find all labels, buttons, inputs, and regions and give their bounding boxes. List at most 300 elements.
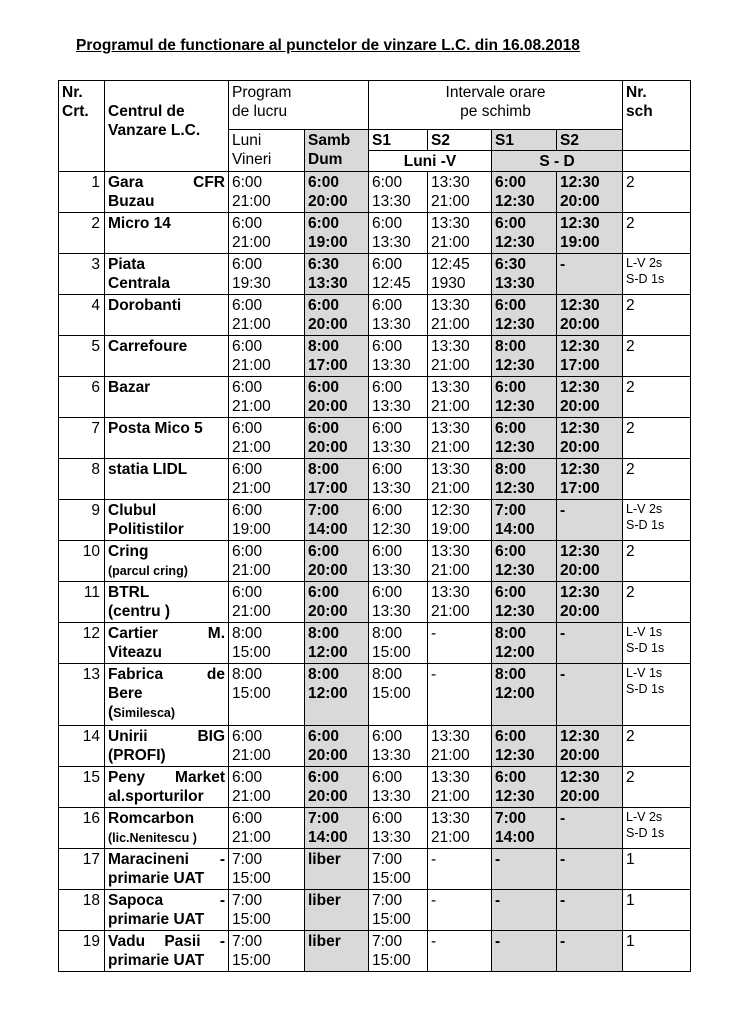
weekday-shift-1 (369, 295, 428, 336)
header-luni-vineri: Luni Vineri (229, 130, 305, 172)
name-line-2: primarie UAT (108, 952, 205, 969)
cell-line: 8:00 (308, 666, 340, 683)
cell-line: - (560, 666, 566, 683)
cell-line: 6:00 (232, 728, 263, 745)
name-word: - (219, 933, 225, 950)
shift-count (623, 459, 691, 500)
weekend-shift-1 (492, 172, 557, 213)
cell-line: 6:00 (495, 297, 527, 314)
name-line-1 (108, 214, 225, 233)
cell-line: 13:30 (431, 810, 470, 827)
name-word: Gara (108, 174, 144, 191)
weekend-shift-1 (492, 726, 557, 767)
weekday-shift-1 (369, 541, 428, 582)
shift-count (623, 213, 691, 254)
cell-line: 6:00 (232, 215, 263, 232)
weekday-hours (229, 664, 305, 726)
cell-line: 13:30 (372, 480, 411, 497)
cell-line: 6:00 (232, 502, 263, 519)
shift-count (623, 500, 691, 541)
name-word: Clubul (108, 502, 157, 519)
weekday-shift-2 (428, 295, 492, 336)
weekend-shift-1 (492, 623, 557, 664)
cell-line: 13:30 (431, 215, 470, 232)
weekend-shift-2 (557, 418, 623, 459)
cell-line: 2 (626, 215, 635, 232)
table-row (59, 767, 691, 808)
name-sub: (parcul cring) (108, 564, 188, 578)
weekday-shift-2 (428, 623, 492, 664)
weekend-shift-2 (557, 172, 623, 213)
weekday-hours (229, 767, 305, 808)
cell-line: 8:00 (495, 338, 527, 355)
cell-line: 2 (626, 420, 635, 437)
weekday-shift-2 (428, 459, 492, 500)
weekday-shift-1 (369, 500, 428, 541)
row-number: 15 (59, 767, 105, 808)
cell-line: 15:00 (232, 685, 271, 702)
row-number: 6 (59, 377, 105, 418)
weekday-hours (229, 377, 305, 418)
sales-point-name (105, 418, 229, 459)
cell-line: 21:00 (431, 234, 470, 251)
cell-line: 20:00 (560, 747, 600, 764)
header-samb-dum: Samb Dum (305, 130, 369, 172)
cell-line: 7:00 (232, 933, 263, 950)
shift-count (623, 295, 691, 336)
cell-line: - (495, 892, 501, 909)
cell-line: 21:00 (232, 829, 271, 846)
cell-line: 7:00 (372, 933, 403, 950)
cell-line: 19:30 (232, 275, 271, 292)
cell-line: - (560, 625, 566, 642)
cell-line: 8:00 (372, 666, 403, 683)
name-word: CFR (193, 174, 225, 191)
table-row (59, 377, 691, 418)
cell-line: 12:30 (495, 316, 535, 333)
cell-line: 13:30 (431, 728, 470, 745)
cell-line: 15:00 (372, 644, 411, 661)
shift-count (623, 767, 691, 808)
cell-line: 13:30 (431, 584, 470, 601)
name-word: BTRL (108, 584, 150, 601)
weekend-shift-1 (492, 213, 557, 254)
weekend-shift-2 (557, 377, 623, 418)
cell-line: 13:30 (372, 603, 411, 620)
sales-point-name (105, 172, 229, 213)
cell-line: 21:00 (431, 788, 470, 805)
cell-line: 15:00 (232, 870, 271, 887)
weekday-shift-1 (369, 172, 428, 213)
name-word: Piata (108, 256, 146, 273)
cell-line: 21:00 (431, 480, 470, 497)
weekend-shift-2 (557, 582, 623, 623)
weekday-hours (229, 500, 305, 541)
weekday-hours (229, 582, 305, 623)
table-row (59, 623, 691, 664)
weekend-shift-2 (557, 336, 623, 377)
weekend-shift-2 (557, 459, 623, 500)
name-line-2: al.sporturilor (108, 788, 204, 805)
cell-line: 21:00 (431, 829, 470, 846)
row-number: 9 (59, 500, 105, 541)
cell-line: 20:00 (308, 439, 348, 456)
weekend-hours (305, 890, 369, 931)
name-line-1 (108, 337, 225, 356)
cell-line: 7:00 (495, 502, 527, 519)
cell-line: 13:30 (495, 275, 535, 292)
cell-line: 2 (626, 543, 635, 560)
weekday-shift-1 (369, 213, 428, 254)
cell-line: 12:30 (495, 357, 535, 374)
weekend-shift-1 (492, 808, 557, 849)
cell-line: 6:00 (495, 379, 527, 396)
cell-line: 15:00 (372, 685, 411, 702)
cell-line: 13:30 (372, 829, 411, 846)
sales-point-name (105, 808, 229, 849)
name-word: Vadu (108, 933, 146, 950)
cell-line: 12:30 (495, 193, 535, 210)
name-line-1 (108, 460, 225, 479)
header-s2: S2 (428, 130, 492, 151)
cell-line: 8:00 (232, 666, 263, 683)
shift-count (623, 726, 691, 767)
row-number: 4 (59, 295, 105, 336)
weekday-shift-1 (369, 890, 428, 931)
cell-line: 12:30 (560, 543, 600, 560)
cell-line: - (431, 933, 437, 950)
weekend-shift-2 (557, 808, 623, 849)
cell-line: liber (308, 851, 341, 868)
weekday-shift-2 (428, 500, 492, 541)
cell-line: 19:00 (560, 234, 600, 251)
name-word: Peny (108, 769, 146, 786)
cell-line: 12:30 (372, 521, 411, 538)
table-row (59, 418, 691, 459)
cell-line: 6:00 (372, 174, 403, 191)
weekday-shift-2 (428, 890, 492, 931)
cell-line: 15:00 (372, 952, 411, 969)
cell-line: 13:30 (431, 379, 470, 396)
table-row (59, 931, 691, 972)
weekend-shift-2 (557, 541, 623, 582)
weekend-hours (305, 931, 369, 972)
weekend-shift-2 (557, 726, 623, 767)
weekday-hours (229, 213, 305, 254)
cell-line: 6:00 (308, 728, 340, 745)
weekend-shift-1 (492, 295, 557, 336)
name-word: statia LIDL (108, 461, 188, 478)
shift-count (623, 664, 691, 726)
sales-point-name (105, 295, 229, 336)
cell-line: 21:00 (431, 357, 470, 374)
cell-line: 19:00 (232, 521, 271, 538)
cell-line: 7:00 (308, 502, 340, 519)
cell-line: 7:00 (308, 810, 340, 827)
cell-line: - (431, 666, 437, 683)
weekday-hours (229, 726, 305, 767)
sales-point-name (105, 541, 229, 582)
weekday-shift-2 (428, 254, 492, 295)
cell-line: 8:00 (232, 625, 263, 642)
schedule-table (58, 80, 691, 972)
weekday-shift-2 (428, 726, 492, 767)
cell-line: 15:00 (372, 911, 411, 928)
header-s-d: S - D (492, 151, 623, 172)
cell-line: 6:00 (372, 379, 403, 396)
cell-line: 21:00 (431, 398, 470, 415)
cell-line: 13:30 (372, 562, 411, 579)
weekend-shift-1 (492, 459, 557, 500)
weekend-shift-1 (492, 377, 557, 418)
weekend-hours (305, 767, 369, 808)
cell-line: 12:30 (560, 728, 600, 745)
cell-line: 21:00 (232, 747, 271, 764)
cell-line: 8:00 (372, 625, 403, 642)
cell-line: 17:00 (308, 357, 348, 374)
cell-line: 12:30 (495, 747, 535, 764)
cell-line: 1 (626, 851, 635, 868)
name-line-1 (108, 809, 225, 828)
cell-line: 21:00 (232, 316, 271, 333)
weekend-hours (305, 459, 369, 500)
name-line-2: Viteazu (108, 644, 162, 661)
cell-line: liber (308, 933, 341, 950)
name-line-2: Centrala (108, 275, 171, 292)
name-sub: Similesca) (113, 706, 176, 720)
document-title: Programul de functionare al punctelor de vinzare L.C. din 16.08.2018 (76, 37, 580, 54)
name-word: Micro 14 (108, 215, 171, 232)
cell-line: 20:00 (308, 398, 348, 415)
cell-line: 21:00 (431, 316, 470, 333)
cell-line: 6:00 (232, 810, 263, 827)
row-number: 11 (59, 582, 105, 623)
cell-line: 2 (626, 584, 635, 601)
header-row-1 (59, 81, 691, 130)
cell-line: 12:30 (495, 480, 535, 497)
cell-line: 13:30 (372, 788, 411, 805)
header-program: Program de lucru (229, 81, 369, 130)
cell-line: 20:00 (560, 193, 600, 210)
header-luni-v: Luni -V (369, 151, 492, 172)
cell-line: - (560, 851, 566, 868)
sales-point-name (105, 726, 229, 767)
cell-line: 13:30 (431, 420, 470, 437)
row-number: 12 (59, 623, 105, 664)
weekday-hours (229, 808, 305, 849)
cell-line: 6:00 (308, 769, 340, 786)
cell-line: - (560, 892, 566, 909)
cell-line: 20:00 (560, 316, 600, 333)
table-body (59, 81, 691, 972)
cell-line: 6:00 (372, 543, 403, 560)
row-number: 18 (59, 890, 105, 931)
cell-line: 6:00 (495, 728, 527, 745)
weekend-hours (305, 623, 369, 664)
weekday-hours (229, 418, 305, 459)
cell-line: 6:00 (232, 461, 263, 478)
name-line-2: Politistilor (108, 521, 184, 538)
cell-line: L-V 1s (626, 666, 663, 680)
cell-line: 13:30 (372, 234, 411, 251)
cell-line: 13:30 (372, 398, 411, 415)
name-word: Cartier (108, 625, 158, 642)
weekday-shift-2 (428, 541, 492, 582)
weekday-shift-1 (369, 377, 428, 418)
cell-line: 6:00 (232, 584, 263, 601)
cell-line: 6:00 (308, 379, 340, 396)
name-word: Bazar (108, 379, 151, 396)
shift-count (623, 172, 691, 213)
cell-line: 13:30 (431, 543, 470, 560)
weekday-shift-2 (428, 767, 492, 808)
name-word: Dorobanti (108, 297, 182, 314)
name-word: Maracineni (108, 851, 189, 868)
cell-line: 21:00 (232, 193, 271, 210)
cell-line: 2 (626, 379, 635, 396)
cell-line: 15:00 (232, 952, 271, 969)
cell-line: 20:00 (560, 439, 600, 456)
cell-line: 13:30 (431, 174, 470, 191)
row-number: 14 (59, 726, 105, 767)
name-line-2: Buzau (108, 193, 155, 210)
cell-line: 6:00 (495, 215, 527, 232)
cell-line: 13:30 (372, 357, 411, 374)
name-word: Posta Mico 5 (108, 420, 203, 437)
cell-line: 6:00 (308, 297, 340, 314)
cell-line: 7:00 (495, 810, 527, 827)
cell-line: 6:00 (372, 338, 403, 355)
name-line-2: primarie UAT (108, 911, 205, 928)
cell-line: 14:00 (495, 521, 535, 538)
cell-line: 6:00 (372, 461, 403, 478)
cell-line: 6:00 (495, 543, 527, 560)
cell-line: 20:00 (560, 562, 600, 579)
name-word: Fabrica (108, 666, 164, 683)
row-number: 2 (59, 213, 105, 254)
header-nr-sch: Nr. sch (623, 81, 691, 151)
header-nr-crt: Nr. Crt. (59, 81, 105, 172)
cell-line: 6:00 (495, 420, 527, 437)
cell-line: 21:00 (431, 562, 470, 579)
cell-line: 12:00 (495, 685, 535, 702)
weekend-shift-2 (557, 213, 623, 254)
cell-line: 12:30 (560, 769, 600, 786)
name-word: BIG (197, 728, 225, 745)
weekday-hours (229, 849, 305, 890)
weekend-hours (305, 664, 369, 726)
sales-point-name (105, 336, 229, 377)
name-sub: (lic.Nenitescu ) (108, 831, 197, 845)
name-word: de (206, 666, 225, 683)
cell-line: 13:30 (372, 316, 411, 333)
table-row (59, 213, 691, 254)
weekend-shift-2 (557, 623, 623, 664)
sales-point-name (105, 931, 229, 972)
cell-line: 6:00 (372, 256, 403, 273)
table-row (59, 664, 691, 726)
name-line-2: primarie UAT (108, 870, 205, 887)
sales-point-name (105, 459, 229, 500)
cell-line: 8:00 (495, 666, 527, 683)
cell-line: 8:00 (308, 461, 340, 478)
weekday-shift-1 (369, 418, 428, 459)
name-line-1 (108, 296, 225, 315)
table-row (59, 849, 691, 890)
cell-line: 2 (626, 728, 635, 745)
sales-point-name (105, 254, 229, 295)
weekend-hours (305, 418, 369, 459)
name-line-1 (108, 932, 225, 951)
cell-line: 19:00 (431, 521, 470, 538)
shift-count (623, 808, 691, 849)
cell-line: 6:00 (308, 174, 340, 191)
weekday-hours (229, 336, 305, 377)
name-word: Unirii (108, 728, 148, 745)
cell-line: 6:00 (372, 215, 403, 232)
table-row (59, 336, 691, 377)
row-number: 19 (59, 931, 105, 972)
cell-line: 6:00 (372, 728, 403, 745)
shift-count (623, 377, 691, 418)
header-s1: S1 (369, 130, 428, 151)
weekday-shift-1 (369, 623, 428, 664)
cell-line: 1930 (431, 275, 466, 292)
shift-count (623, 623, 691, 664)
cell-line: 6:00 (308, 215, 340, 232)
cell-line: 6:00 (232, 769, 263, 786)
cell-line: 13:30 (372, 747, 411, 764)
weekday-shift-1 (369, 931, 428, 972)
cell-line: 12:30 (495, 398, 535, 415)
cell-line: 13:30 (308, 275, 348, 292)
weekend-shift-2 (557, 849, 623, 890)
shift-count (623, 418, 691, 459)
cell-line: 12:30 (495, 788, 535, 805)
name-line-1 (108, 624, 225, 643)
cell-line: 13:30 (372, 193, 411, 210)
name-line-1 (108, 583, 225, 602)
cell-line: 6:00 (308, 420, 340, 437)
cell-line: 12:30 (495, 562, 535, 579)
name-word: M. (207, 625, 225, 642)
sales-point-name (105, 213, 229, 254)
row-number: 13 (59, 664, 105, 726)
cell-line: 12:30 (560, 461, 600, 478)
cell-line: - (560, 810, 566, 827)
cell-line: 2 (626, 338, 635, 355)
cell-line: 2 (626, 461, 635, 478)
row-number: 10 (59, 541, 105, 582)
table-row (59, 459, 691, 500)
sales-point-name (105, 500, 229, 541)
cell-line: 8:00 (308, 625, 340, 642)
weekend-hours (305, 254, 369, 295)
table-row (59, 582, 691, 623)
row-number: 1 (59, 172, 105, 213)
cell-line: 6:00 (232, 338, 263, 355)
cell-line: L-V 1s (626, 625, 663, 639)
cell-line: 21:00 (431, 193, 470, 210)
cell-line: L-V 2s (626, 502, 663, 516)
weekend-shift-1 (492, 541, 557, 582)
name-word: Pasii (164, 933, 201, 950)
cell-line: 2 (626, 297, 635, 314)
cell-line: - (431, 625, 437, 642)
name-line-1 (108, 501, 225, 520)
name-line-1 (108, 727, 225, 746)
name-word: - (219, 892, 225, 909)
